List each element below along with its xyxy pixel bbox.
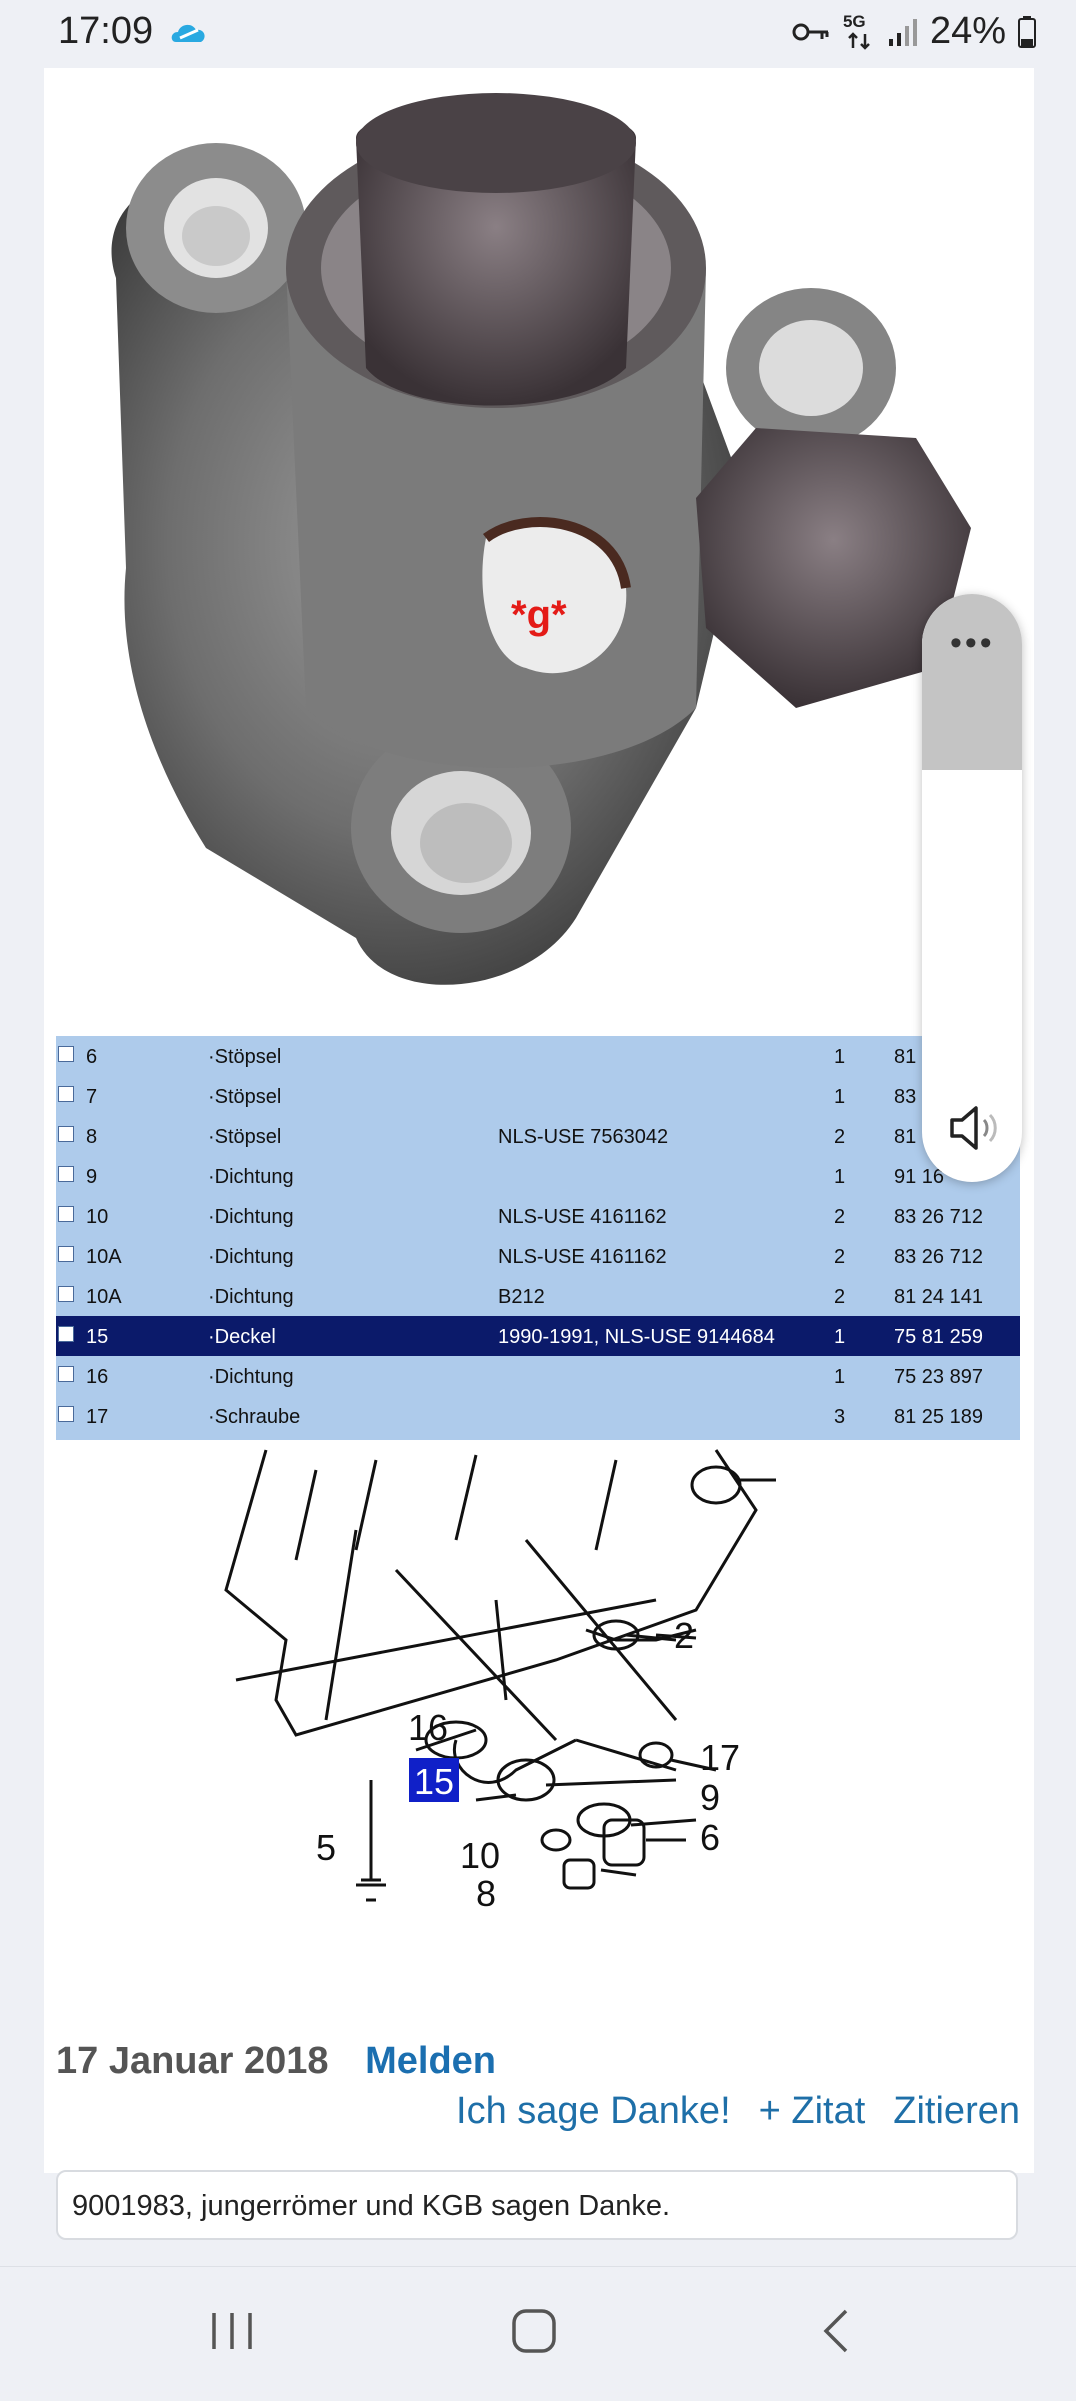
cell-quantity: 3 (834, 1406, 846, 1428)
part-photo[interactable] (56, 68, 1020, 1036)
post-date: 17 Januar 2018 (56, 2040, 329, 2082)
cell-number: 10A (86, 1246, 122, 1268)
cell-part-number: 81 25 189 (894, 1406, 983, 1428)
row-checkbox[interactable] (58, 1126, 74, 1142)
cell-number: 16 (86, 1366, 109, 1388)
cell-name: ·Dichtung (208, 1286, 294, 1308)
cell-part-number: 81 (894, 1046, 917, 1068)
recent-apps-icon[interactable] (208, 2307, 256, 2355)
cell-note: B212 (498, 1286, 545, 1308)
volume-slider[interactable] (922, 594, 1022, 1182)
signal-icon (888, 17, 918, 47)
row-checkbox[interactable] (58, 1046, 74, 1062)
post-meta (56, 2040, 496, 2083)
cell-note: NLS-USE 4161162 (498, 1246, 667, 1268)
cell-number: 7 (86, 1086, 98, 1108)
table-row[interactable] (56, 1396, 1020, 1436)
diagram-label-15: 15 (413, 1761, 455, 1802)
cell-number: 17 (86, 1406, 109, 1428)
cell-name: ·Dichtung (208, 1166, 294, 1188)
battery-percent: 24% (929, 10, 1006, 52)
cell-part-number: 83 26 712 (894, 1246, 983, 1268)
cell-quantity: 1 (834, 1366, 846, 1388)
cell-number: 6 (86, 1046, 98, 1068)
cell-part-number: 75 81 259 (894, 1326, 983, 1348)
cell-number: 10A (86, 1286, 122, 1308)
cell-name: ·Stöpsel (208, 1046, 282, 1068)
battery-icon (1018, 16, 1036, 48)
parts-table (56, 1036, 1020, 1440)
cell-part-number: 81 (894, 1126, 917, 1148)
status-right (792, 10, 1036, 53)
table-row[interactable] (56, 1196, 1020, 1236)
thermostat-housing-image (56, 68, 1020, 1036)
add-quote-button[interactable]: + Zitat (758, 2090, 866, 2132)
row-checkbox[interactable] (58, 1326, 74, 1342)
diagram-label-16: 16 (408, 1707, 449, 1748)
thank-button[interactable]: Ich sage Danke! (456, 2090, 731, 2132)
row-checkbox[interactable] (58, 1406, 74, 1422)
row-checkbox[interactable] (58, 1166, 74, 1182)
diagram-label-6: 6 (700, 1817, 721, 1858)
photo-annotation: *g* (511, 593, 567, 637)
thanks-text: 9001983, jungerrömer und KGB sagen Danke. (72, 2190, 671, 2222)
row-checkbox[interactable] (58, 1286, 74, 1302)
table-row[interactable] (56, 1276, 1020, 1316)
diagram-drawing (56, 1440, 1020, 1932)
exploded-diagram[interactable] (56, 1440, 1020, 1932)
cell-part-number: 75 23 897 (894, 1366, 983, 1388)
network-type-label: 5G (842, 11, 866, 31)
cell-quantity: 1 (834, 1166, 846, 1188)
cell-note: 1990-1991, NLS-USE 9144684 (498, 1326, 775, 1348)
cell-name: ·Dichtung (208, 1206, 294, 1228)
table-row[interactable] (56, 1356, 1020, 1396)
cell-part-number: 83 26 712 (894, 1206, 983, 1228)
table-row[interactable] (56, 1076, 1020, 1116)
diagram-label-2: 2 (674, 1615, 695, 1656)
cell-quantity: 2 (834, 1286, 846, 1308)
cell-note: NLS-USE 7563042 (498, 1126, 669, 1148)
network-5g-icon (842, 12, 876, 52)
cell-quantity: 2 (834, 1126, 846, 1148)
cell-number: 8 (86, 1126, 98, 1148)
diagram-label-10: 10 (460, 1835, 501, 1876)
cell-name: ·Stöpsel (208, 1086, 282, 1108)
cell-name: ·Deckel (208, 1326, 276, 1348)
status-bar (0, 0, 1076, 68)
cell-name: ·Dichtung (208, 1246, 294, 1268)
cell-name: ·Dichtung (208, 1366, 294, 1388)
cell-quantity: 1 (834, 1046, 846, 1068)
cell-quantity: 2 (834, 1246, 846, 1268)
quote-button[interactable]: Zitieren (893, 2090, 1020, 2132)
table-row[interactable] (56, 1236, 1020, 1276)
report-link[interactable]: Melden (365, 2040, 496, 2082)
cell-quantity: 1 (834, 1326, 846, 1348)
table-row[interactable] (56, 1156, 1020, 1196)
cell-name: ·Stöpsel (208, 1126, 282, 1148)
table-row[interactable] (56, 1036, 1020, 1076)
home-icon[interactable] (510, 2307, 558, 2355)
volume-level (922, 594, 1022, 770)
navigation-bar (0, 2266, 1076, 2401)
more-options-icon[interactable]: ••• (950, 624, 995, 662)
cell-number: 10 (86, 1206, 109, 1228)
row-checkbox[interactable] (58, 1246, 74, 1262)
table-row[interactable] (56, 1116, 1020, 1156)
cell-number: 9 (86, 1166, 98, 1188)
cell-quantity: 2 (834, 1206, 846, 1228)
row-checkbox[interactable] (58, 1206, 74, 1222)
back-icon[interactable] (818, 2307, 854, 2355)
cell-quantity: 1 (834, 1086, 846, 1108)
table-row[interactable] (56, 1316, 1020, 1356)
cell-note: NLS-USE 4161162 (498, 1206, 667, 1228)
vpn-key-icon (792, 20, 830, 44)
row-checkbox[interactable] (58, 1366, 74, 1382)
status-time: 17:09 (58, 10, 154, 52)
cell-part-number: 91 16 (894, 1166, 945, 1188)
cell-part-number: 81 24 141 (894, 1286, 983, 1308)
cloud-sync-icon (168, 16, 210, 50)
cell-part-number: 83 (894, 1086, 917, 1108)
diagram-label-9: 9 (700, 1777, 721, 1818)
row-checkbox[interactable] (58, 1086, 74, 1102)
cell-name: ·Schraube (208, 1406, 301, 1428)
speaker-icon[interactable] (948, 1104, 1000, 1152)
diagram-label-8: 8 (476, 1873, 497, 1914)
thanks-box (56, 2170, 1018, 2240)
diagram-label-5: 5 (316, 1827, 337, 1868)
diagram-label-17: 17 (700, 1737, 741, 1778)
post-actions (456, 2090, 1020, 2133)
cell-number: 15 (86, 1326, 109, 1348)
